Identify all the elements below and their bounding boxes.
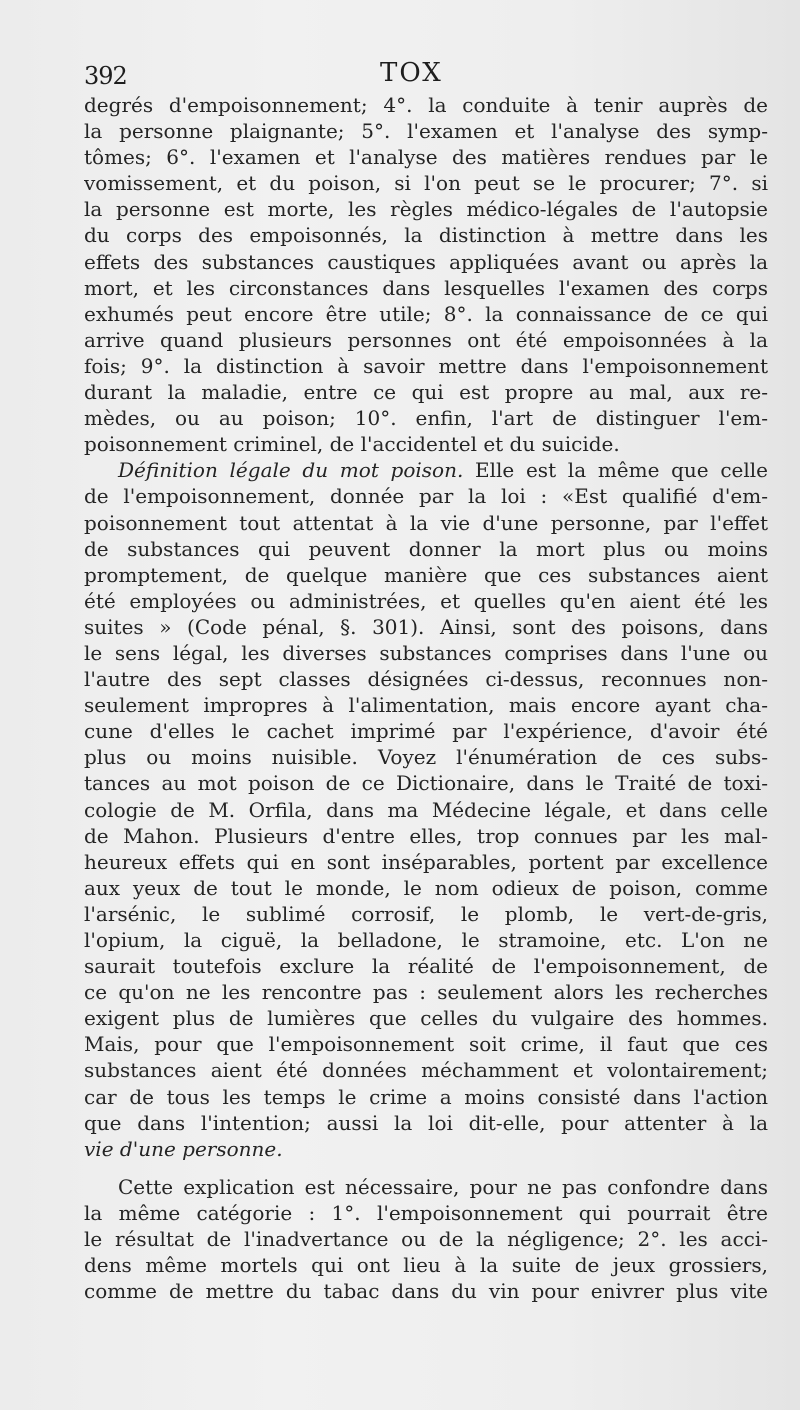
text-line: plus ou moins nuisible. Voyez l'énumération de ces subs- — [84, 745, 768, 770]
text-line — [84, 1136, 768, 1162]
running-head: TOX — [380, 58, 443, 88]
text-line: vomissement, et du poison, si l'on peut se le procurer; 7°. si — [84, 171, 768, 196]
text-line: tômes; 6°. l'examen et l'analyse des matières rendues par le — [84, 145, 768, 170]
text-line: car de tous les temps le crime a moins consisté dans l'action — [84, 1084, 768, 1109]
text-line: été employées ou administrées, et quelles qu'en aient été les — [84, 588, 768, 613]
text-line: Cette explication est nécessaire, pour ne pas confondre dans — [118, 1174, 768, 1199]
text-line: seulement impropres à l'alimentation, mais encore ayant cha- — [84, 693, 768, 718]
text-line: ce qu'on ne les rencontre pas : seulement alors les recherches — [84, 980, 768, 1005]
paragraph-gap — [84, 1162, 768, 1174]
text-line: promptement, de quelque manière que ces substances aient — [84, 562, 768, 587]
text-line: mèdes, ou au poison; 10°. enfin, l'art de distinguer l'em- — [84, 406, 768, 431]
text-line: arrive quand plusieurs personnes ont été empoisonnées à la — [84, 327, 768, 352]
text-line: la personne plaignante; 5°. l'examen et l'analyse des symp- — [84, 119, 768, 144]
text-line: aux yeux de tout le monde, le nom odieux de poison, comme — [84, 875, 768, 900]
text-line: Définition légale du mot poison. Elle est la même que celle — [118, 458, 768, 483]
text-line: que dans l'intention; aussi la loi dit-elle, pour attenter à la — [84, 1110, 768, 1135]
text-line: l'opium, la ciguë, la belladone, le stramoine, etc. L'on ne — [84, 928, 768, 952]
text-line: l'arsénic, le sublimé corrosif, le plomb, le vert-de-gris, — [84, 901, 768, 926]
text-line: effets des substances caustiques appliquées avant ou après la — [84, 249, 768, 274]
text-line: l'autre des sept classes désignées ci-dessus, reconnues non- — [84, 667, 768, 692]
text-line: exigent plus de lumières que celles du vulgaire des hommes. — [84, 1006, 768, 1031]
text-line: Mais, pour que l'empoisonnement soit crime, il faut que ces — [84, 1032, 768, 1057]
text-line: suites » (Code pénal, §. 301). Ainsi, sont des poisons, dans — [84, 614, 768, 639]
text-line: durant la maladie, entre ce qui est propre au mal, aux re- — [84, 380, 768, 405]
text-line: le résultat de l'inadvertance ou de la négligence; 2°. les acci- — [84, 1227, 768, 1252]
text-line: de substances qui peuvent donner la mort plus ou moins — [84, 536, 768, 561]
text-line: comme de mettre du tabac dans du vin pour enivrer plus vite — [84, 1279, 768, 1304]
text-line: heureux effets qui en sont inséparables, portent par excellence — [84, 849, 768, 874]
text-line: substances aient été données méchamment et volontairement; — [84, 1058, 768, 1083]
text-line: fois; 9°. la distinction à savoir mettre dans l'empoisonnement — [84, 353, 768, 378]
text-line: cune d'elles le cachet imprimé par l'expérience, d'avoir été — [84, 719, 768, 744]
text-line: de Mahon. Plusieurs d'entre elles, trop connues par les mal- — [84, 823, 768, 848]
text-line: la personne est morte, les règles médico-légales de l'autopsie — [84, 197, 768, 222]
text-line: poisonnement tout attentat à la vie d'une personne, par l'effet — [84, 510, 768, 535]
text-line: mort, et les circonstances dans lesquelles l'examen des corps — [84, 275, 768, 300]
text-line: du corps des empoisonnés, la distinction à mettre dans les — [84, 223, 768, 248]
page-number: 392 — [84, 62, 127, 90]
body-text — [84, 92, 768, 1304]
text-line: le sens légal, les diverses substances comprises dans l'une ou — [84, 640, 768, 665]
text-line: cologie de M. Orfila, dans ma Médecine légale, et dans celle — [84, 797, 768, 822]
text-line: degrés d'empoisonnement; 4°. la conduite à tenir auprès de — [84, 93, 768, 117]
text-line: poisonnement criminel, de l'accidentel et du suicide. — [84, 432, 620, 457]
italic-phrase: vie d'une personne. — [84, 1136, 283, 1161]
text-line: dens même mortels qui ont lieu à la suite de jeux grossiers, — [84, 1253, 768, 1278]
text-line: exhumés peut encore être utile; 8°. la connaissance de ce qui — [84, 301, 768, 326]
text-line: tances au mot poison de ce Dictionaire, dans le Traité de toxi- — [84, 771, 768, 796]
text-line: de l'empoisonnement, donnée par la loi : «Est qualifié d'em- — [84, 484, 768, 509]
text-line: saurait toutefois exclure la réalité de l'empoisonnement, de — [84, 954, 768, 979]
text-line: la même catégorie : 1°. l'empoisonnement qui pourrait être — [84, 1200, 768, 1225]
italic-phrase: Définition légale du mot poison. — [118, 458, 464, 483]
